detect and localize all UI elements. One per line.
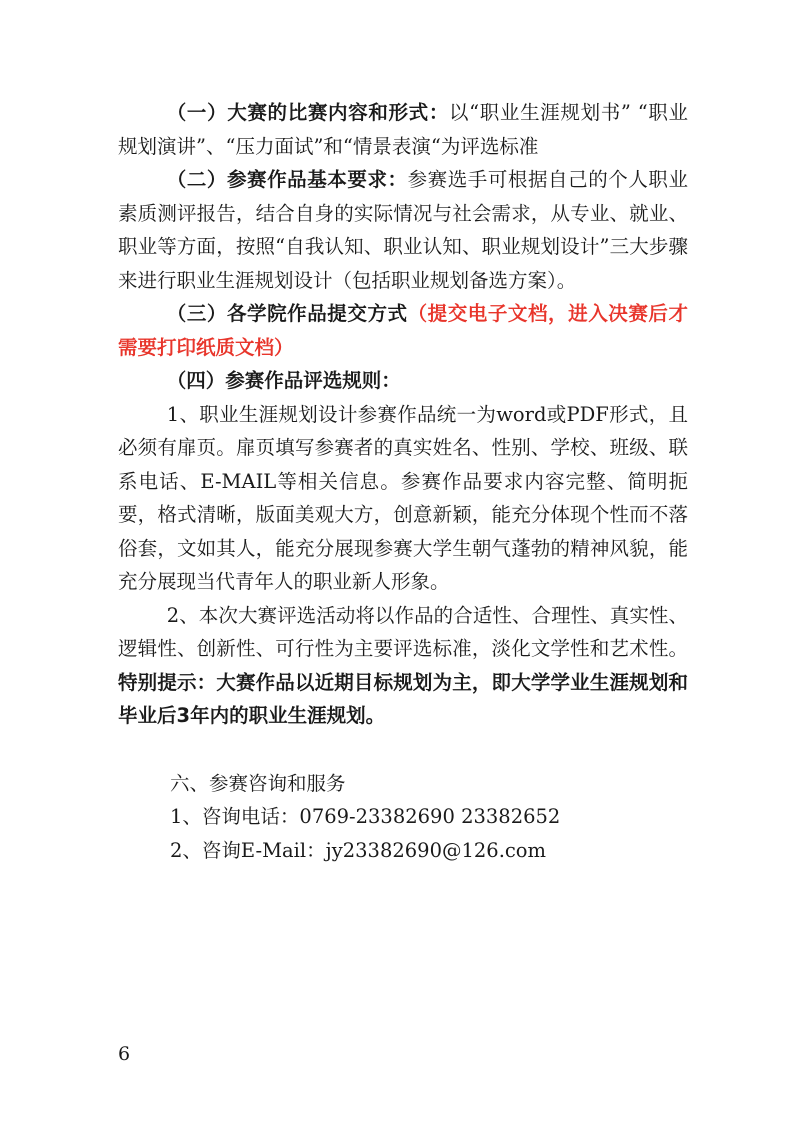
section-3 (118, 297, 688, 364)
section-1-heading: （一）大赛的比赛内容和形式： (166, 101, 449, 124)
section-2 (118, 163, 688, 297)
section-4-rule-1: 1、职业生涯规划设计参赛作品统一为word或PDF形式，且必须有扉页。扉页填写参赛者的真实姓名、性别、学校、班级、联系电话、E-MAIL等相关信息。参赛作品要求内容完整、简明扼要，格式清晰，版面美观大方，创意新颖，能充分体现个性而不落俗套，文如其人，能充分展现参赛大学生朝气蓬勃的精神风貌，能充分展现当代青年人的职业新人形象。 (118, 402, 688, 593)
section-4-rule-2-text: 2、本次大赛评选活动将以作品的合适性、合理性、真实性、逻辑性、创新性、可行性为主要评选标准，淡化文学性和艺术性。 (118, 603, 688, 660)
section-2-heading: （二）参赛作品基本要求： (166, 168, 408, 191)
section-1-text: 以“职业生涯规划书” “职业规划演讲”、“压力面试”和“情景表演“为评选标准 (118, 101, 688, 158)
contact-section (170, 767, 688, 868)
special-notice: 特别提示：大赛作品以近期目标规划为主，即大学学业生涯规划和毕业后3年内的职业生涯规划。 (118, 670, 688, 727)
section-1 (118, 96, 688, 163)
contact-email: 2、咨询E-Mail：jy23382690@126.com (170, 838, 547, 862)
page-number: 6 (118, 1043, 131, 1065)
section-4-heading: （四）参赛作品评选规则： (166, 369, 401, 392)
contact-title: 六、参赛咨询和服务 (170, 771, 346, 795)
section-3-note: （提交电子文档，进入决赛后才需要打印纸质文档） (118, 302, 688, 359)
spacer (118, 733, 688, 767)
section-4-rule-2 (118, 599, 688, 733)
document-body (118, 96, 688, 867)
section-2-text: 参赛选手可根据自己的个人职业素质测评报告，结合自身的实际情况与社会需求，从专业、就业、职业等方面，按照“自我认知、职业认知、职业规划设计”三大步骤来进行职业生涯规划设计（包括职业规划备选方案）。 (118, 168, 688, 292)
section-3-heading: （三）各学院作品提交方式 (166, 302, 408, 325)
contact-phone: 1、咨询电话：0769-23382690 23382652 (170, 805, 561, 828)
